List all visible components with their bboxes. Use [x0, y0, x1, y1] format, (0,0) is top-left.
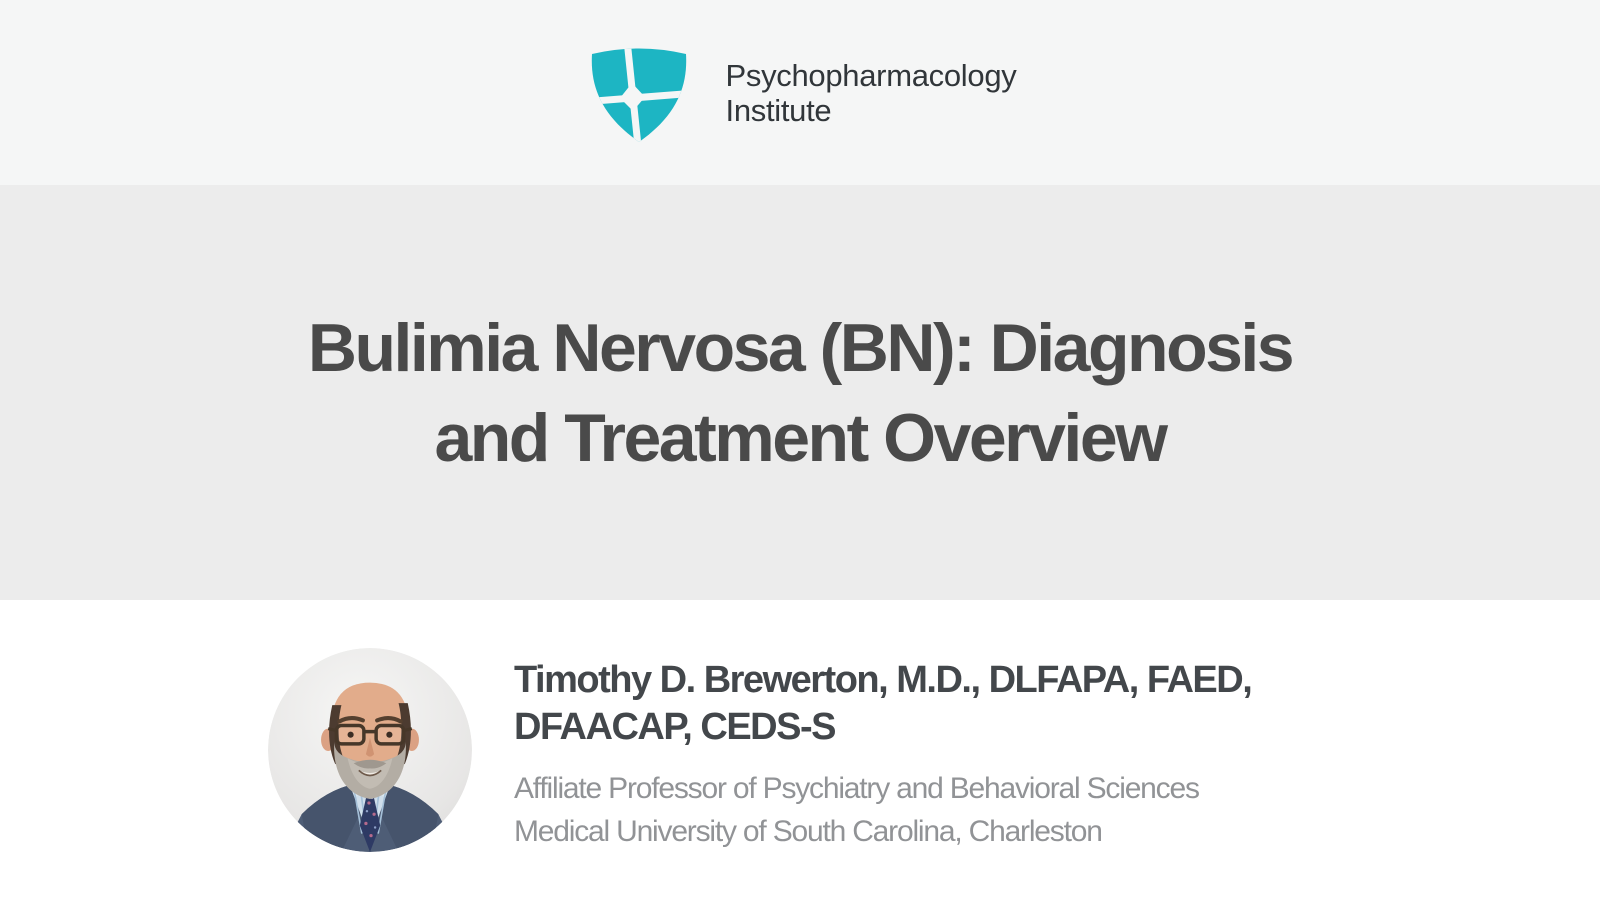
author-affiliation: Medical University of South Carolina, Charleston	[514, 814, 1102, 848]
brand-name-line-2: Institute	[725, 92, 832, 128]
author-info	[514, 657, 1251, 853]
author-photo	[268, 648, 472, 852]
title-band	[0, 185, 1600, 600]
brand-name	[726, 58, 1017, 128]
slide-title-line-1: Bulimia Nervosa (BN): Diagnosis	[307, 309, 1293, 386]
slide-title	[308, 303, 1292, 483]
author-name-line-1: Timothy D. Brewerton, M.D., DLFAPA, FAED,	[514, 658, 1252, 701]
shield-logo-icon	[584, 41, 694, 145]
slide-title-line-2: and Treatment Overview	[434, 399, 1166, 476]
author-name	[514, 657, 1251, 751]
institute-logo	[584, 41, 1017, 145]
author-name-line-2: DFAACAP, CEDS-S	[514, 705, 835, 748]
header	[0, 0, 1600, 185]
author-section	[0, 600, 1600, 899]
brand-name-line-1: Psychopharmacology	[725, 57, 1017, 93]
author-role: Affiliate Professor of Psychiatry and Behavioral Sciences	[514, 771, 1199, 805]
